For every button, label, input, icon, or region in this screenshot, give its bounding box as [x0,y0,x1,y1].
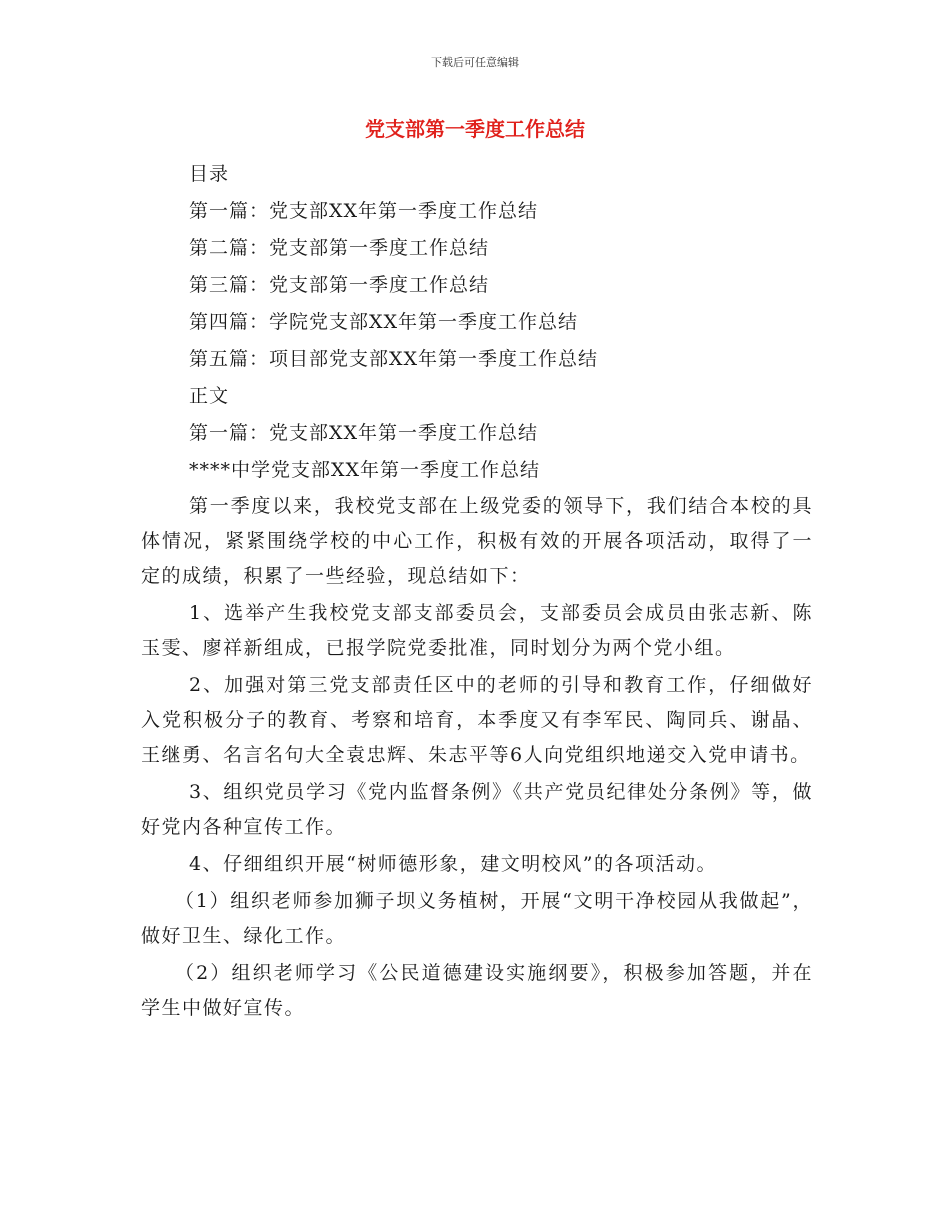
body-heading: 正文 [189,385,230,407]
header-note: 下载后可任意编辑 [431,56,519,69]
toc-item: 第三篇：党支部第一季度工作总结 [189,274,490,296]
paragraph-item-4: 4、仔细组织开展“树师德形象，建文明校风”的各项活动。 [189,853,718,875]
paragraph-item-1: 1、选举产生我校党支部支部委员会，支部委员会成员由张志新、陈玉雯、廖祥新组成，已报学院党委批准，同时划分为两个党小组。 [141,602,813,659]
chapter-title: 第一篇：党支部XX年第一季度工作总结 [189,422,539,444]
chapter-subtitle: ****中学党支部XX年第一季度工作总结 [189,459,541,481]
paragraph-subitem-2: （2）组织老师学习《公民道德建设实施纲要》，积极参加答题，并在学生中做好宣传。 [141,962,813,1019]
toc-item: 第一篇：党支部XX年第一季度工作总结 [189,200,539,222]
toc-item: 第四篇：学院党支部XX年第一季度工作总结 [189,311,579,333]
paragraph-item-2: 2、加强对第三党支部责任区中的老师的引导和教育工作，仔细做好入党积极分子的教育、考察和培育，本季度又有李军民、陶同兵、谢晶、王继勇、名言名句大全袁忠辉、朱志平等6人向党组织地递交入党申请书。 [141,674,813,766]
document-body [141,156,813,1026]
toc-heading: 目录 [189,163,230,185]
paragraph-item-3: 3、组织党员学习《党内监督条例》《共产党员纪律处分条例》等，做好党内各种宣传工作。 [141,781,813,838]
document-title: 党支部第一季度工作总结 [365,117,585,141]
paragraph-subitem-1: （1）组织老师参加狮子坝义务植树，开展“文明干净校园从我做起”，做好卫生、绿化工作。 [141,890,813,947]
toc-item: 第五篇：项目部党支部XX年第一季度工作总结 [189,348,599,370]
paragraph-intro: 第一季度以来，我校党支部在上级党委的领导下，我们结合本校的具体情况，紧紧围绕学校的中心工作，积极有效的开展各项活动，取得了一定的成绩，积累了一些经验，现总结如下： [141,495,813,587]
toc-item: 第二篇：党支部第一季度工作总结 [189,237,490,259]
